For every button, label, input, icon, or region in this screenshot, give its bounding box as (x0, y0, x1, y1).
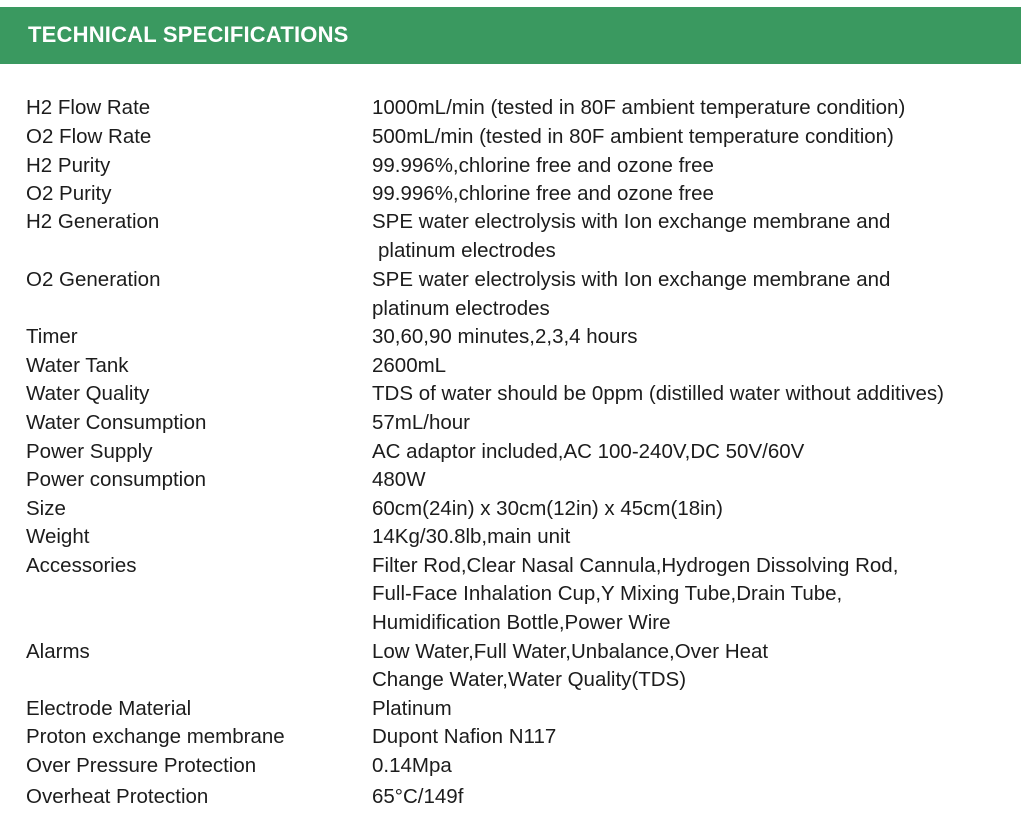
spec-value-size: 60cm(24in) x 30cm(12in) x 45cm(18in) (372, 497, 723, 520)
spec-value-weight: 14Kg/30.8lb,main unit (372, 525, 571, 548)
spec-value-alarms-line-2: Change Water,Water Quality(TDS) (372, 668, 687, 691)
spec-value-overheat-protection: 65°C/149f (372, 785, 464, 808)
spec-value-h2-flow-rate: 1000mL/min (tested in 80F ambient temperature condition) (372, 96, 906, 119)
spec-value-water-tank: 2600mL (372, 354, 447, 377)
spec-label-h2-generation: H2 Generation (26, 210, 160, 233)
spec-label-o2-generation: O2 Generation (26, 268, 161, 291)
spec-label-size: Size (26, 497, 66, 520)
spec-label-electrode-material: Electrode Material (26, 697, 192, 720)
spec-value-power-supply: AC adaptor included,AC 100-240V,DC 50V/60V (372, 440, 805, 463)
spec-value-power-consumption: 480W (372, 468, 426, 491)
spec-value-h2-generation-line-2: platinum electrodes (378, 239, 556, 262)
spec-label-h2-flow-rate: H2 Flow Rate (26, 96, 151, 119)
spec-label-proton-exchange-membrane: Proton exchange membrane (26, 725, 285, 748)
spec-label-power-supply: Power Supply (26, 440, 153, 463)
spec-value-accessories-line-1: Filter Rod,Clear Nasal Cannula,Hydrogen Dissolving Rod, (372, 554, 899, 577)
spec-label-timer: Timer (26, 325, 78, 348)
spec-value-water-consumption: 57mL/hour (372, 411, 471, 434)
spec-label-alarms: Alarms (26, 640, 90, 663)
spec-label-water-tank: Water Tank (26, 354, 129, 377)
page-title: TECHNICAL SPECIFICATIONS (28, 22, 349, 47)
spec-value-o2-purity: 99.996%,chlorine free and ozone free (372, 182, 714, 205)
spec-value-accessories-line-3: Humidification Bottle,Power Wire (372, 611, 671, 634)
spec-label-over-pressure-protection: Over Pressure Protection (26, 754, 257, 777)
spec-value-proton-exchange-membrane: Dupont Nafion N117 (372, 725, 557, 748)
spec-value-water-quality: TDS of water should be 0ppm (distilled water without additives) (372, 382, 944, 405)
spec-value-h2-generation-line-1: SPE water electrolysis with Ion exchange membrane and (372, 210, 891, 233)
spec-value-alarms-line-1: Low Water,Full Water,Unbalance,Over Heat (372, 640, 769, 663)
spec-label-power-consumption: Power consumption (26, 468, 207, 491)
spec-value-over-pressure-protection: 0.14Mpa (372, 754, 452, 777)
spec-value-accessories-line-2: Full-Face Inhalation Cup,Y Mixing Tube,Drain Tube, (372, 582, 843, 605)
spec-label-h2-purity: H2 Purity (26, 154, 111, 177)
spec-label-weight: Weight (26, 525, 90, 548)
spec-label-o2-flow-rate: O2 Flow Rate (26, 125, 152, 148)
spec-label-water-consumption: Water Consumption (26, 411, 207, 434)
spec-label-water-quality: Water Quality (26, 382, 150, 405)
spec-label-overheat-protection: Overheat Protection (26, 785, 209, 808)
spec-value-o2-generation-line-1: SPE water electrolysis with Ion exchange membrane and (372, 268, 891, 291)
spec-value-h2-purity: 99.996%,chlorine free and ozone free (372, 154, 714, 177)
spec-value-o2-generation-line-2: platinum electrodes (372, 297, 550, 320)
spec-value-o2-flow-rate: 500mL/min (tested in 80F ambient temperature condition) (372, 125, 894, 148)
spec-value-timer: 30,60,90 minutes,2,3,4 hours (372, 325, 638, 348)
spec-value-electrode-material: Platinum (372, 697, 452, 720)
spec-label-accessories: Accessories (26, 554, 137, 577)
spec-label-o2-purity: O2 Purity (26, 182, 112, 205)
